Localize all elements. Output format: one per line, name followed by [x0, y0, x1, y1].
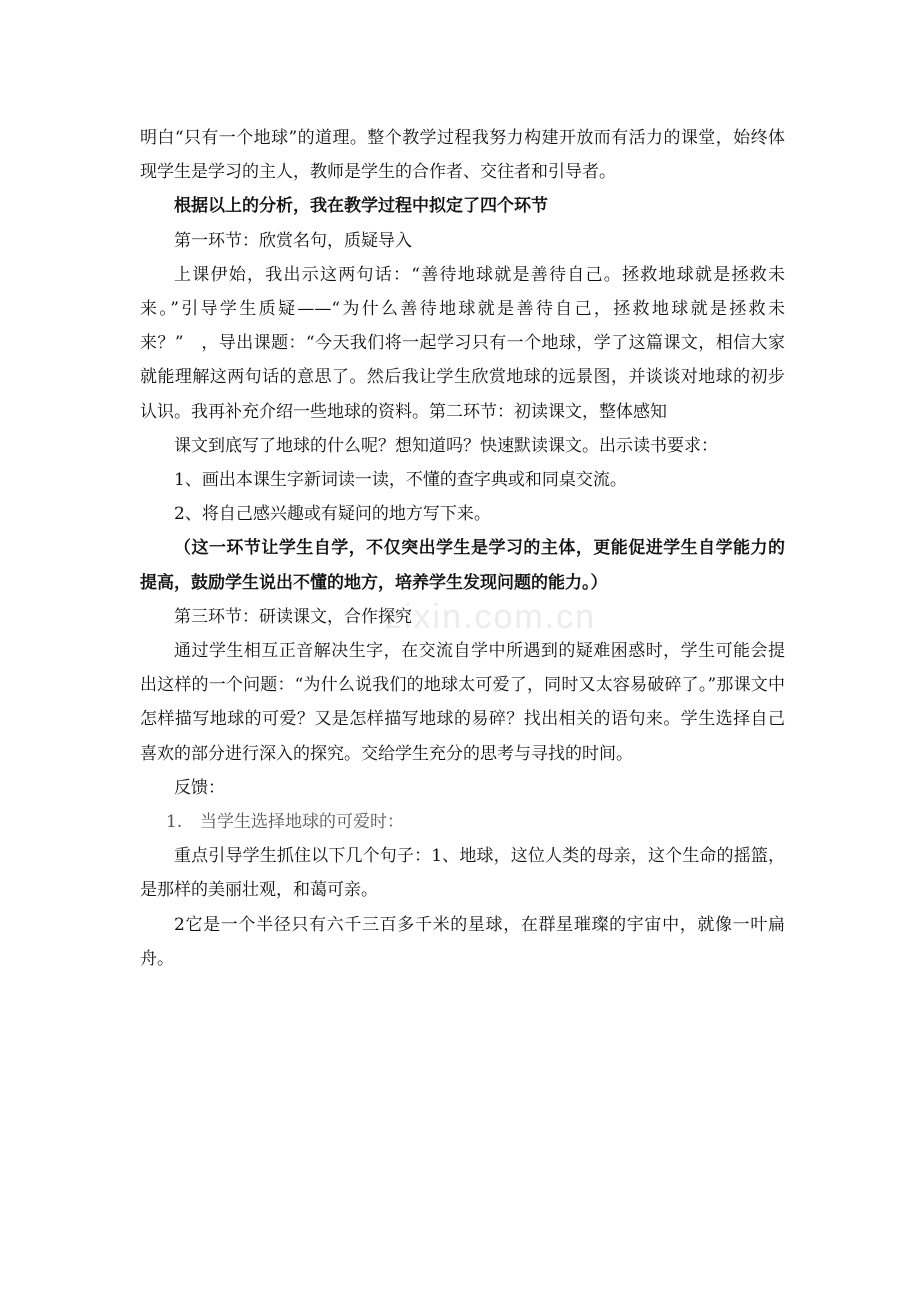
paragraph-key-sentences: 重点引导学生抓住以下几个句子：1、地球，这位人类的母亲，这个生命的摇篮，是那样的美丽壮观，和蔼可亲。: [140, 846, 785, 901]
paragraph-bold-note: （这一环节让学生自学，不仅突出学生是学习的主体，更能促进学生自学能力的提高，鼓励学生说出不懂的地方，培养学生发现问题的能力。）: [140, 538, 785, 593]
paragraph-sentence-2: 2它是一个半径只有六千三百多千米的星球，在群星璀璨的宇宙中，就像一叶扁舟。: [140, 914, 785, 969]
paragraph-reading-requirements: 课文到底写了地球的什么呢？想知道吗？快速默读课文。出示读书要求：: [174, 435, 718, 456]
list-text: 当学生选择地球的可爱时：: [200, 812, 404, 833]
list-number: 1.: [166, 812, 183, 833]
feedback-label: 反馈：: [174, 777, 225, 798]
paragraph-step-one: 上课伊始，我出示这两句话：“善待地球就是善待自己。拯救地球就是拯救未来。”引导学生质疑——“为什么善待地球就是善待自己，拯救地球就是拯救未来？” ，导出课题：“今天我们将一起学习只有一个地球，学了这篇课文，相信大家就能理解这两句话的意思了。然后我让学生欣赏地球的远景图，并谈谈对地球的初步认识。我再补充介绍一些地球的资料。第二环节：初读课文，整体感知: [140, 264, 785, 422]
watermark: zixin.com.cn: [385, 598, 597, 636]
step-one-title: 第一环节：欣赏名句，质疑导入: [174, 230, 412, 251]
step-three-title: 第三环节：研读课文，合作探究: [174, 606, 412, 627]
requirement-item-2: 2、将自己感兴趣或有疑问的地方写下来。: [174, 504, 491, 525]
section-heading: 根据以上的分析，我在教学过程中拟定了四个环节: [174, 196, 548, 217]
paragraph-step-three: 通过学生相互正音解决生字，在交流自学中所遇到的疑难困惑时，学生可能会提出这样的一个问题：“为什么说我们的地球太可爱了，同时又太容易破碎了。”那课文中怎样描写地球的可爱？又是怎样描写地球的易碎？找出相关的语句来。学生选择自己喜欢的部分进行深入的探究。交给学生充分的思考与寻找的时间。: [140, 641, 785, 764]
document-body: [140, 121, 785, 976]
paragraph-intro-continued: 明白“只有一个地球”的道理。整个教学过程我努力构建开放而有活力的课堂，始终体现学生是学习的主人，教师是学生的合作者、交往者和引导者。: [140, 128, 785, 183]
list-item: [140, 805, 785, 839]
requirement-item-1: 1、画出本课生字新词读一读，不懂的查字典或和同桌交流。: [174, 470, 627, 491]
